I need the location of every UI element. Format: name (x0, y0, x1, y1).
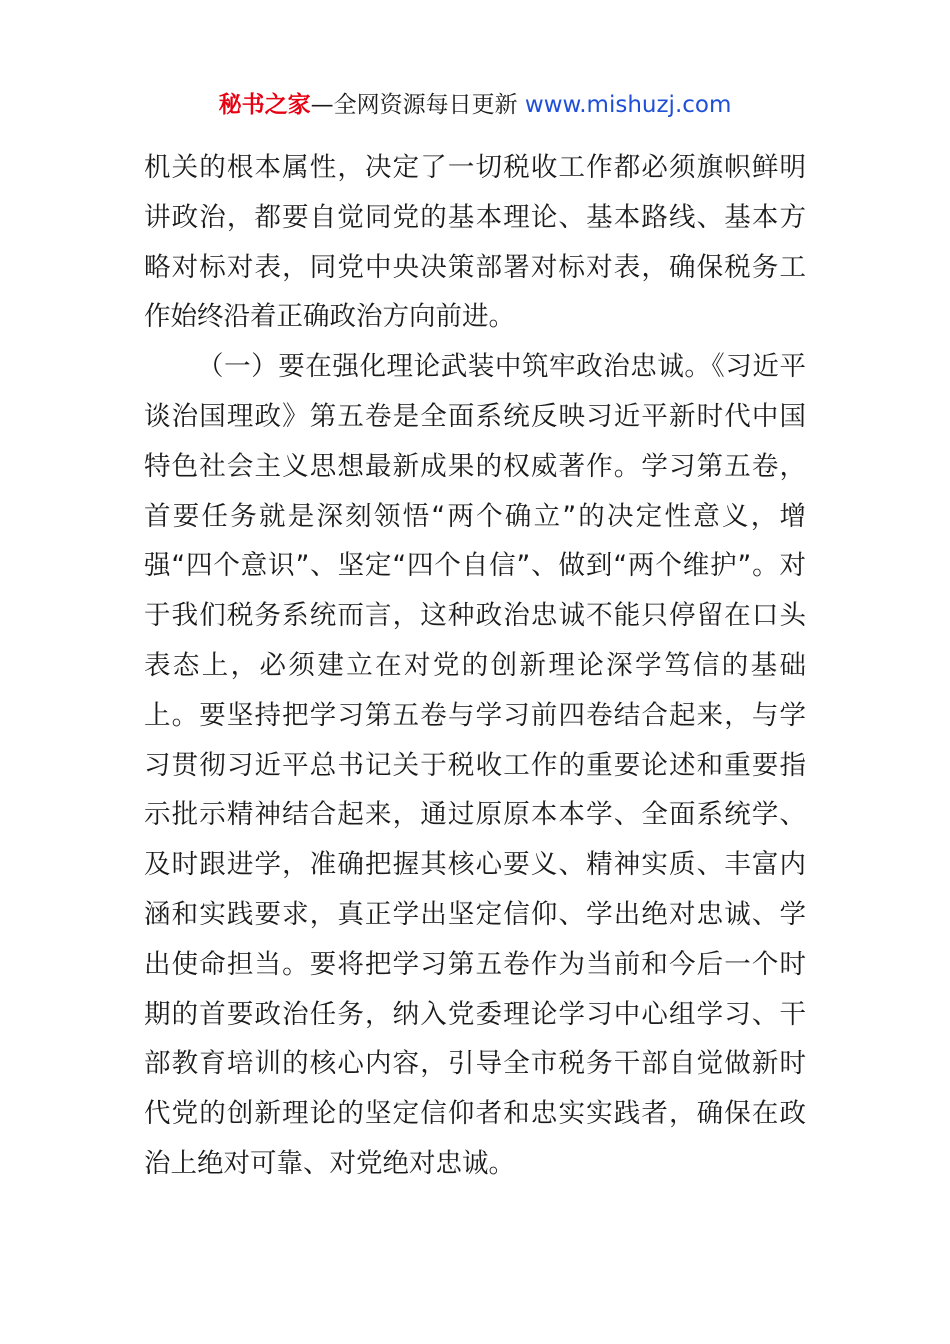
paragraph-continuation: 机关的根本属性，决定了一切税收工作都必须旗帜鲜明讲政治，都要自觉同党的基本理论、基本路线、基本方略对标对表，同党中央决策部署对标对表，确保税务工作始终沿着正确政治方向前进。 (144, 152, 806, 333)
page-header (0, 88, 950, 122)
header-slogan: —全网资源每日更新 (310, 92, 525, 118)
site-url-link[interactable]: www.mishuzj.com (524, 92, 732, 118)
paragraph-section-one: （一）要在强化理论武装中筑牢政治忠诚。《习近平谈治国理政》第五卷是全面系统反映习近平新时代中国特色社会主义思想最新成果的权威著作。学习第五卷，首要任务就是深刻领悟“两个确立”的决定性意义，增强“四个意识”、坚定“四个自信”、做到“两个维护”。对于我们税务系统而言，这种政治忠诚不能只停留在口头表态上，必须建立在对党的创新理论深学笃信的基础上。要坚持把学习第五卷与学习前四卷结合起来，与学习贯彻习近平总书记关于税收工作的重要论述和重要指示批示精神结合起来，通过原原本本学、全面系统学、及时跟进学，准确把握其核心要义、精神实质、丰富内涵和实践要求，真正学出坚定信仰、学出绝对忠诚、学出使命担当。要将把学习第五卷作为当前和今后一个时期的首要政治任务，纳入党委理论学习中心组学习、干部教育培训的核心内容，引导全市税务干部自觉做新时代党的创新理论的坚定信仰者和忠实实践者，确保在政治上绝对可靠、对党绝对忠诚。 (144, 351, 806, 1179)
site-name: 秘书之家 (218, 92, 311, 118)
document-body (144, 143, 806, 1189)
